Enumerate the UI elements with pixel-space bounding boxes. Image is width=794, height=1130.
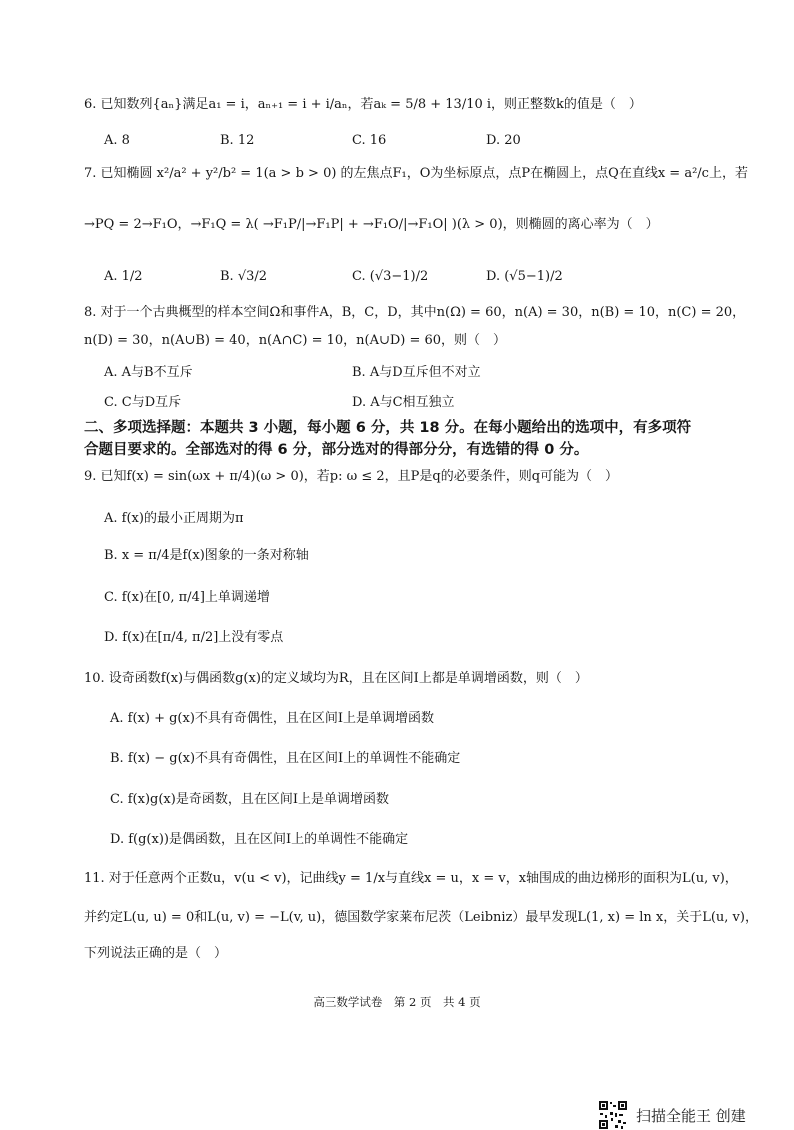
question-7-stem-line-1: 7. 已知椭圆 x²/a² + y²/b² = 1(a > b > 0) 的左焦点F₁，O为坐标原点，点P在椭圆上，点Q在直线x = a²/c上，若 <box>84 166 748 181</box>
question-9-option-d: D. f(x)在[π/4, π/2]上没有零点 <box>104 630 284 645</box>
question-8-stem-line-1: 8. 对于一个古典概型的样本空间Ω和事件A，B，C，D，其中n(Ω) = 60，n(A) = 30，n(B) = 10，n(C) = 20， <box>84 305 746 320</box>
question-8-option-d: D. A与C相互独立 <box>352 395 455 410</box>
question-6-option-d: D. 20 <box>486 133 521 148</box>
question-7-option-d: D. (√5−1)/2 <box>486 269 563 284</box>
question-8-stem-line-2: n(D) = 30，n(A∪B) = 40，n(A∩C) = 10，n(A∪D) = 60，则（ ） <box>84 333 507 348</box>
question-11-stem-line-1: 11. 对于任意两个正数u，v(u < v)，记曲线y = 1/x与直线x = u，x = v，x轴围成的曲边梯形的面积为L(u, v)， <box>84 871 738 886</box>
qr-code-icon <box>598 1100 628 1130</box>
question-11-stem-line-3: 下列说法正确的是（ ） <box>84 946 228 961</box>
scanner-label: 扫描全能王 创建 <box>636 1106 746 1125</box>
question-6-option-b: B. 12 <box>220 133 255 148</box>
question-6-option-a: A. 8 <box>104 133 130 148</box>
question-9-option-b: B. x = π/4是f(x)图象的一条对称轴 <box>104 548 309 563</box>
question-7-option-a: A. 1/2 <box>104 269 143 284</box>
section-2-heading-line-2: 合题目要求的。全部选对的得 6 分，部分选对的得部分分，有选错的得 0 分。 <box>84 442 589 458</box>
page-footer: 高三数学试卷 第 2 页 共 4 页 <box>313 995 481 1009</box>
question-8-option-a: A. A与B不互斥 <box>104 365 193 380</box>
question-8-option-c: C. C与D互斥 <box>104 395 182 410</box>
scanner-watermark <box>598 1100 746 1130</box>
question-9-option-a: A. f(x)的最小正周期为π <box>104 511 244 526</box>
question-11-stem-line-2: 并约定L(u, u) = 0和L(u, v) = −L(v, u)，德国数学家莱布尼茨（Leibniz）最早发现L(1, x) = ln x，关于L(u, v)， <box>84 910 758 925</box>
question-9-stem: 9. 已知f(x) = sin(ωx + π/4)(ω > 0)，若p: ω ≤ 2，且P是q的必要条件，则q可能为（ ） <box>84 469 619 484</box>
question-10-stem: 10. 设奇函数f(x)与偶函数g(x)的定义域均为R，且在区间I上都是单调增函数，则（ ） <box>84 671 588 686</box>
question-7-option-b: B. √3/2 <box>220 269 268 284</box>
question-10-option-d: D. f(g(x))是偶函数，且在区间I上的单调性不能确定 <box>110 832 409 847</box>
question-6-option-c: C. 16 <box>352 133 387 148</box>
question-10-option-b: B. f(x) − g(x)不具有奇偶性，且在区间I上的单调性不能确定 <box>110 751 461 766</box>
question-10-option-c: C. f(x)g(x)是奇函数，且在区间I上是单调增函数 <box>110 792 389 807</box>
section-2-heading-line-1: 二、多项选择题：本题共 3 小题，每小题 6 分，共 18 分。在每小题给出的选项中，有多项符 <box>84 420 692 436</box>
question-7-option-c: C. (√3−1)/2 <box>352 269 429 284</box>
question-8-option-b: B. A与D互斥但不对立 <box>352 365 481 380</box>
question-6-stem: 6. 已知数列{aₙ}满足a₁ = i，aₙ₊₁ = i + i/aₙ，若aₖ = 5/8 + 13/10 i，则正整数k的值是（ ） <box>84 97 642 112</box>
question-7-stem-line-2: →PQ = 2→F₁O，→F₁Q = λ( →F₁P/|→F₁P| + →F₁O/|→F₁O| )(λ > 0)，则椭圆的离心率为（ ） <box>84 217 659 232</box>
question-9-option-c: C. f(x)在[0, π/4]上单调递增 <box>104 590 270 605</box>
question-10-option-a: A. f(x) + g(x)不具有奇偶性，且在区间I上是单调增函数 <box>110 711 435 726</box>
